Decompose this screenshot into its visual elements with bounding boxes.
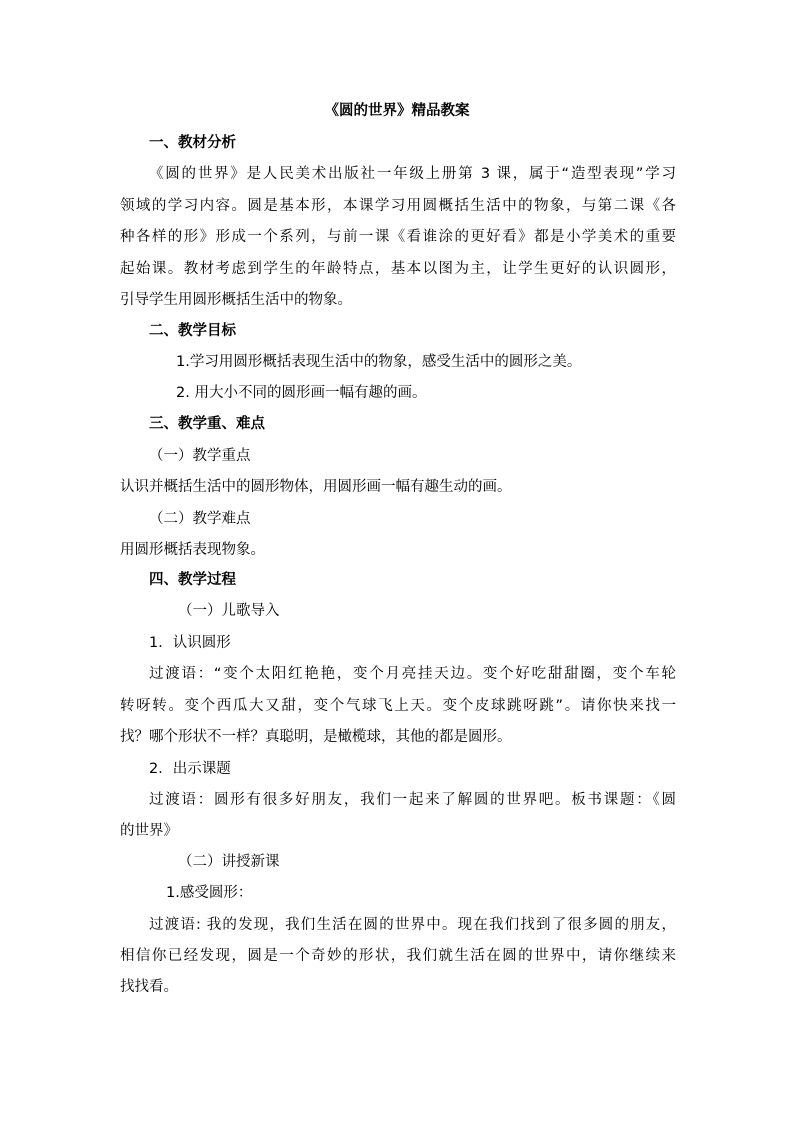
section-1-line: 种各样的形》形成一个系列，与前一课《看谁涂的更好看》都是小学美术的重要 — [120, 229, 676, 245]
process-sub-step: 1.感受圆形： — [166, 885, 253, 901]
step-2-line: 的世界》 — [120, 823, 178, 839]
process-part-2: （二）讲授新课 — [178, 854, 280, 870]
sub-step-line: 相信你已经发现，圆是一个奇妙的形状，我们就生活在圆的世界中，请你继续来 — [120, 948, 676, 964]
process-step-2: 2．出示课题 — [149, 761, 231, 777]
step-2-line: 过渡语：圆形有很多好朋友，我们一起来了解圆的世界吧。板书课题：《圆 — [149, 792, 676, 808]
difficulties-subheading: （二）教学难点 — [149, 511, 251, 527]
section-3-heading: 三、教学重、难点 — [149, 416, 265, 432]
step-1-line: 转呀转。变个西瓜大又甜，变个气球飞上天。变个皮球跳呀跳”。请你快来找一 — [120, 698, 676, 714]
goal-item-2: 2. 用大小不同的圆形画一幅有趣的画。 — [176, 385, 427, 401]
section-1-line: 领域的学习内容。圆是基本形，本课学习用圆概括生活中的物象，与第二课《各 — [120, 198, 676, 214]
section-1-line: 《圆的世界》是人民美术出版社一年级上册第 3 课，属于“造型表现”学习 — [149, 166, 676, 182]
page-title: 《圆的世界》精品教案 — [324, 103, 470, 119]
step-1-line: 找？哪个形状不一样？真聪明，是橄榄球，其他的都是圆形。 — [120, 729, 512, 745]
process-step-1: 1．认识圆形 — [149, 635, 231, 651]
sub-step-line: 过渡语: 我的发现，我们生活在圆的世界中。现在我们找到了很多圆的朋友， — [149, 917, 676, 933]
sub-step-line: 找找看。 — [120, 979, 178, 995]
goal-item-1: 1.学习用圆形概括表现生活中的物象，感受生活中的圆形之美。 — [176, 354, 582, 370]
section-2-heading: 二、教学目标 — [149, 323, 236, 339]
difficulties-text: 用圆形概括表现物象。 — [120, 542, 265, 558]
section-1-line: 起始课。教材考虑到学生的年龄特点，基本以图为主，让学生更好的认识圆形， — [120, 261, 676, 277]
section-1-line: 引导学生用圆形概括生活中的物象。 — [120, 292, 352, 308]
step-1-line: 过渡语：“变个太阳红艳艳，变个月亮挂天边。变个好吃甜甜圈，变个车轮 — [149, 666, 676, 682]
section-1-heading: 一、教材分析 — [149, 135, 236, 151]
key-points-subheading: （一）教学重点 — [149, 448, 251, 464]
section-4-heading: 四、教学过程 — [149, 572, 236, 588]
process-part-1: （一）儿歌导入 — [178, 603, 280, 619]
key-points-text: 认识并概括生活中的圆形物体，用圆形画一幅有趣生动的画。 — [120, 479, 512, 495]
